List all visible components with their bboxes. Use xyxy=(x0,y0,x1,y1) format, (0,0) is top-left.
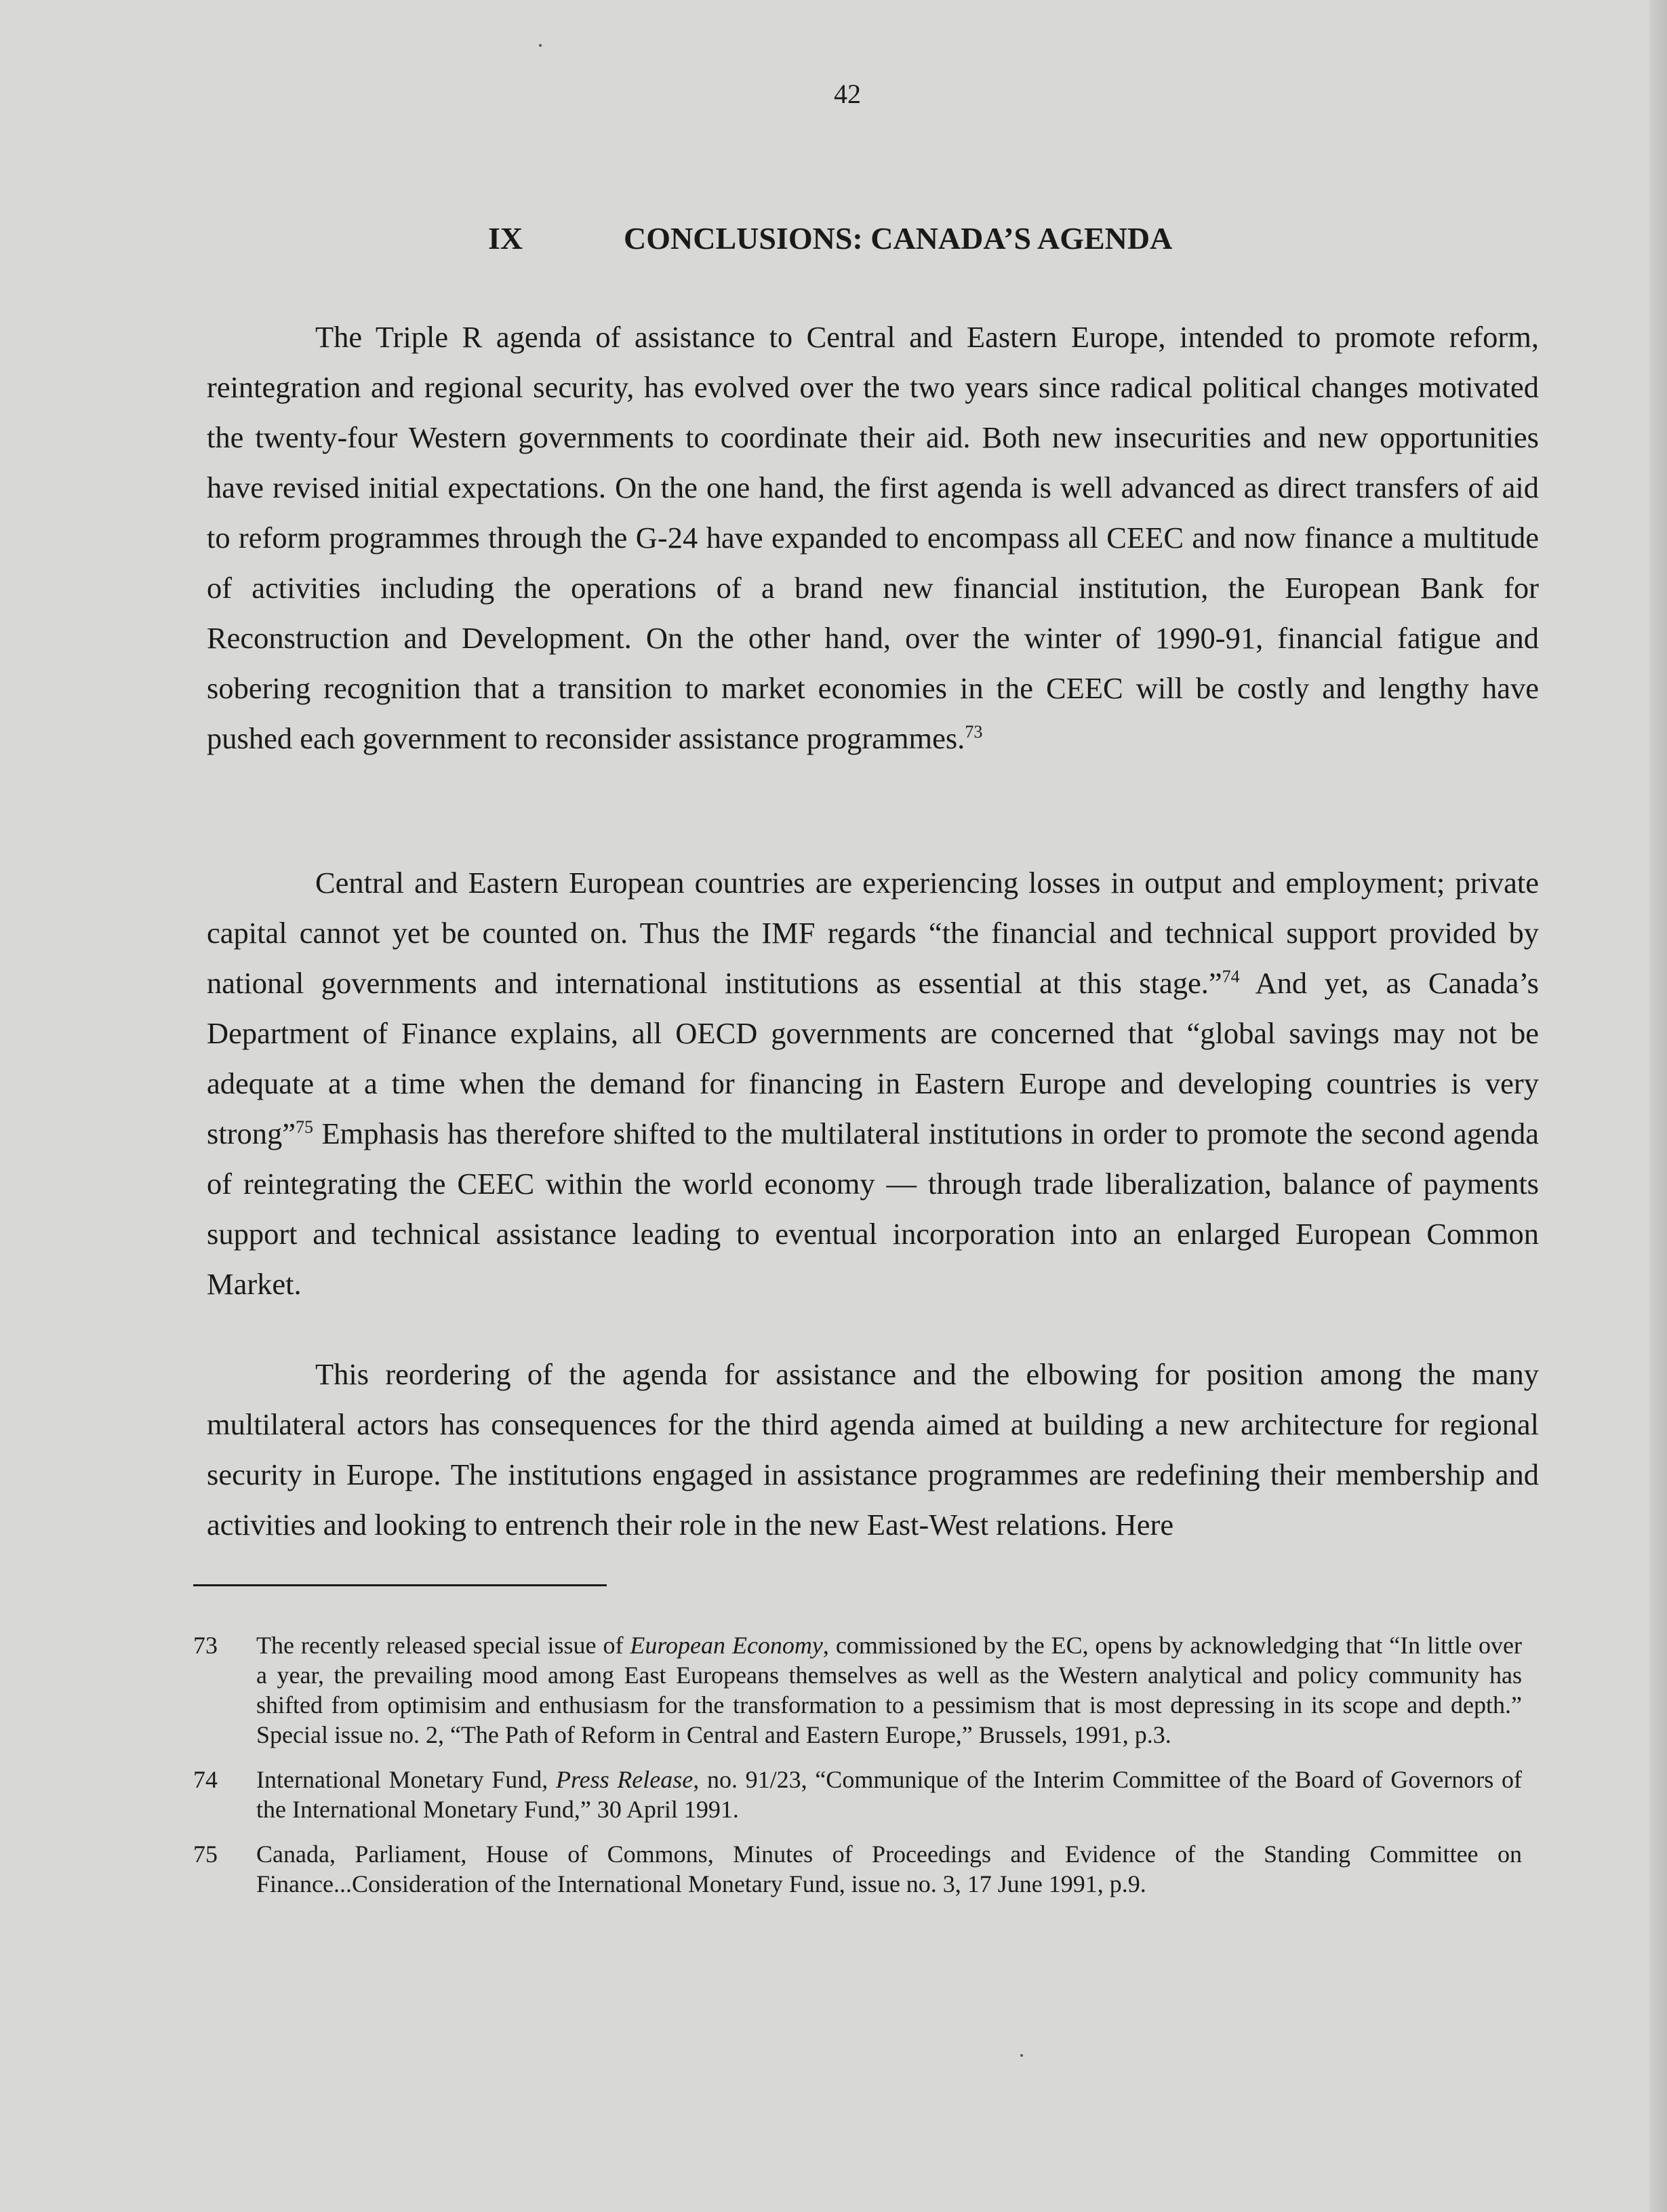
footnote-ref-73: 73 xyxy=(965,722,983,742)
footnote-text: , no. 91/23, “Communique of the Interim Committee of the Board of Governors of the International Monetary Fund,” 30 April 1991. xyxy=(256,1766,1522,1823)
footnote-number: 75 xyxy=(193,1841,218,1868)
footnote-text: Canada, Parliament, House of Commons, Minutes of Proceedings and Evidence of the Standing Committee on Finance...Consideration of the International Monetary Fund, issue no. 3, 17 June 1991, p.9. xyxy=(256,1841,1522,1897)
footnote-text: The recently released special issue of xyxy=(256,1632,630,1659)
paragraph-2-text-b: And yet, as Canada’s Department of Finance explains, all OECD governments are concerned that “global savings may not be adequate at a time when the demand for financing in Eastern Europe and developing countries is very strong” xyxy=(207,966,1540,1150)
paragraph-1 xyxy=(207,312,1539,763)
section-title: CONCLUSIONS: CANADA’S AGENDA xyxy=(624,221,1173,256)
paragraph-3-text: This reordering of the agenda for assistance and the elbowing for position among the many multilateral actors has consequences for the third agenda aimed at building a new architecture for regional security in Europe. The institutions engaged in assistance programmes are redefining their membership and activities and looking to entrench their role in the new East-West relations. Here xyxy=(207,1357,1539,1542)
footnote-italic-title: European Economy xyxy=(630,1632,823,1659)
footnote-75 xyxy=(193,1839,1522,1899)
paragraph-2-text-a: Central and Eastern European countries are experiencing losses in output and employment; private capital cannot yet be counted on. Thus the IMF regards “the financial and technical support provided by national governments and international institutions as essential at this stage.” xyxy=(207,866,1539,1000)
footnote-text: , commissioned by the EC, opens by acknowledging that “In little over a year, the prevailing mood among East Europeans themselves as well as the Western analytical and policy community has shifted from optimisim and enthusiasm for the transformation to a pessimism that is most depressing in its scope and depth.” Special issue no. 2, “The Path of Reform in Central and Eastern Europe,” Brussels, 1991, p.3. xyxy=(256,1632,1523,1748)
footnote-ref-75: 75 xyxy=(296,1117,314,1138)
page-edge-shadow xyxy=(1649,0,1667,2212)
section-heading xyxy=(488,220,1172,256)
footnote-separator-rule xyxy=(193,1584,607,1586)
paragraph-1-text: The Triple R agenda of assistance to Central and Eastern Europe, intended to promote reform, reintegration and regional security, has evolved over the two years since radical political changes motivated the twenty-four Western governments to coordinate their aid. Both new insecurities and new opportunities have revised initial expectations. On the one hand, the first agenda is well advanced as direct transfers of aid to reform programmes through the G-24 have expanded to encompass all CEEC and now finance a multitude of activities including the operations of a brand new financial institution, the European Bank for Reconstruction and Development. On the other hand, over the winter of 1990-91, financial fatigue and sobering recognition that a transition to market economies in the CEEC will be costly and lengthy have pushed each government to reconsider assistance programmes. xyxy=(207,320,1539,755)
footnote-74 xyxy=(193,1765,1522,1824)
footnote-number: 74 xyxy=(193,1766,218,1793)
scan-speck xyxy=(539,44,542,47)
page-number: 42 xyxy=(834,79,861,109)
footnote-text: International Monetary Fund, xyxy=(256,1766,556,1793)
scan-speck xyxy=(1020,2054,1023,2057)
paragraph-2 xyxy=(207,858,1539,1309)
paragraph-2-text-c: Emphasis has therefore shifted to the multilateral institutions in order to promote the second agenda of reintegrating the CEEC within the world economy — through trade liberalization, balance of payments support and technical assistance leading to eventual incorporation into an enlarged European Common Market. xyxy=(207,1117,1539,1301)
footnote-number: 73 xyxy=(193,1632,218,1659)
footnote-italic-title: Press Release xyxy=(555,1766,694,1793)
footnotes xyxy=(193,1630,1522,1914)
paragraph-3 xyxy=(207,1349,1539,1550)
section-numeral: IX xyxy=(488,221,523,256)
footnote-ref-74: 74 xyxy=(1222,967,1240,987)
footnote-73 xyxy=(193,1630,1522,1750)
